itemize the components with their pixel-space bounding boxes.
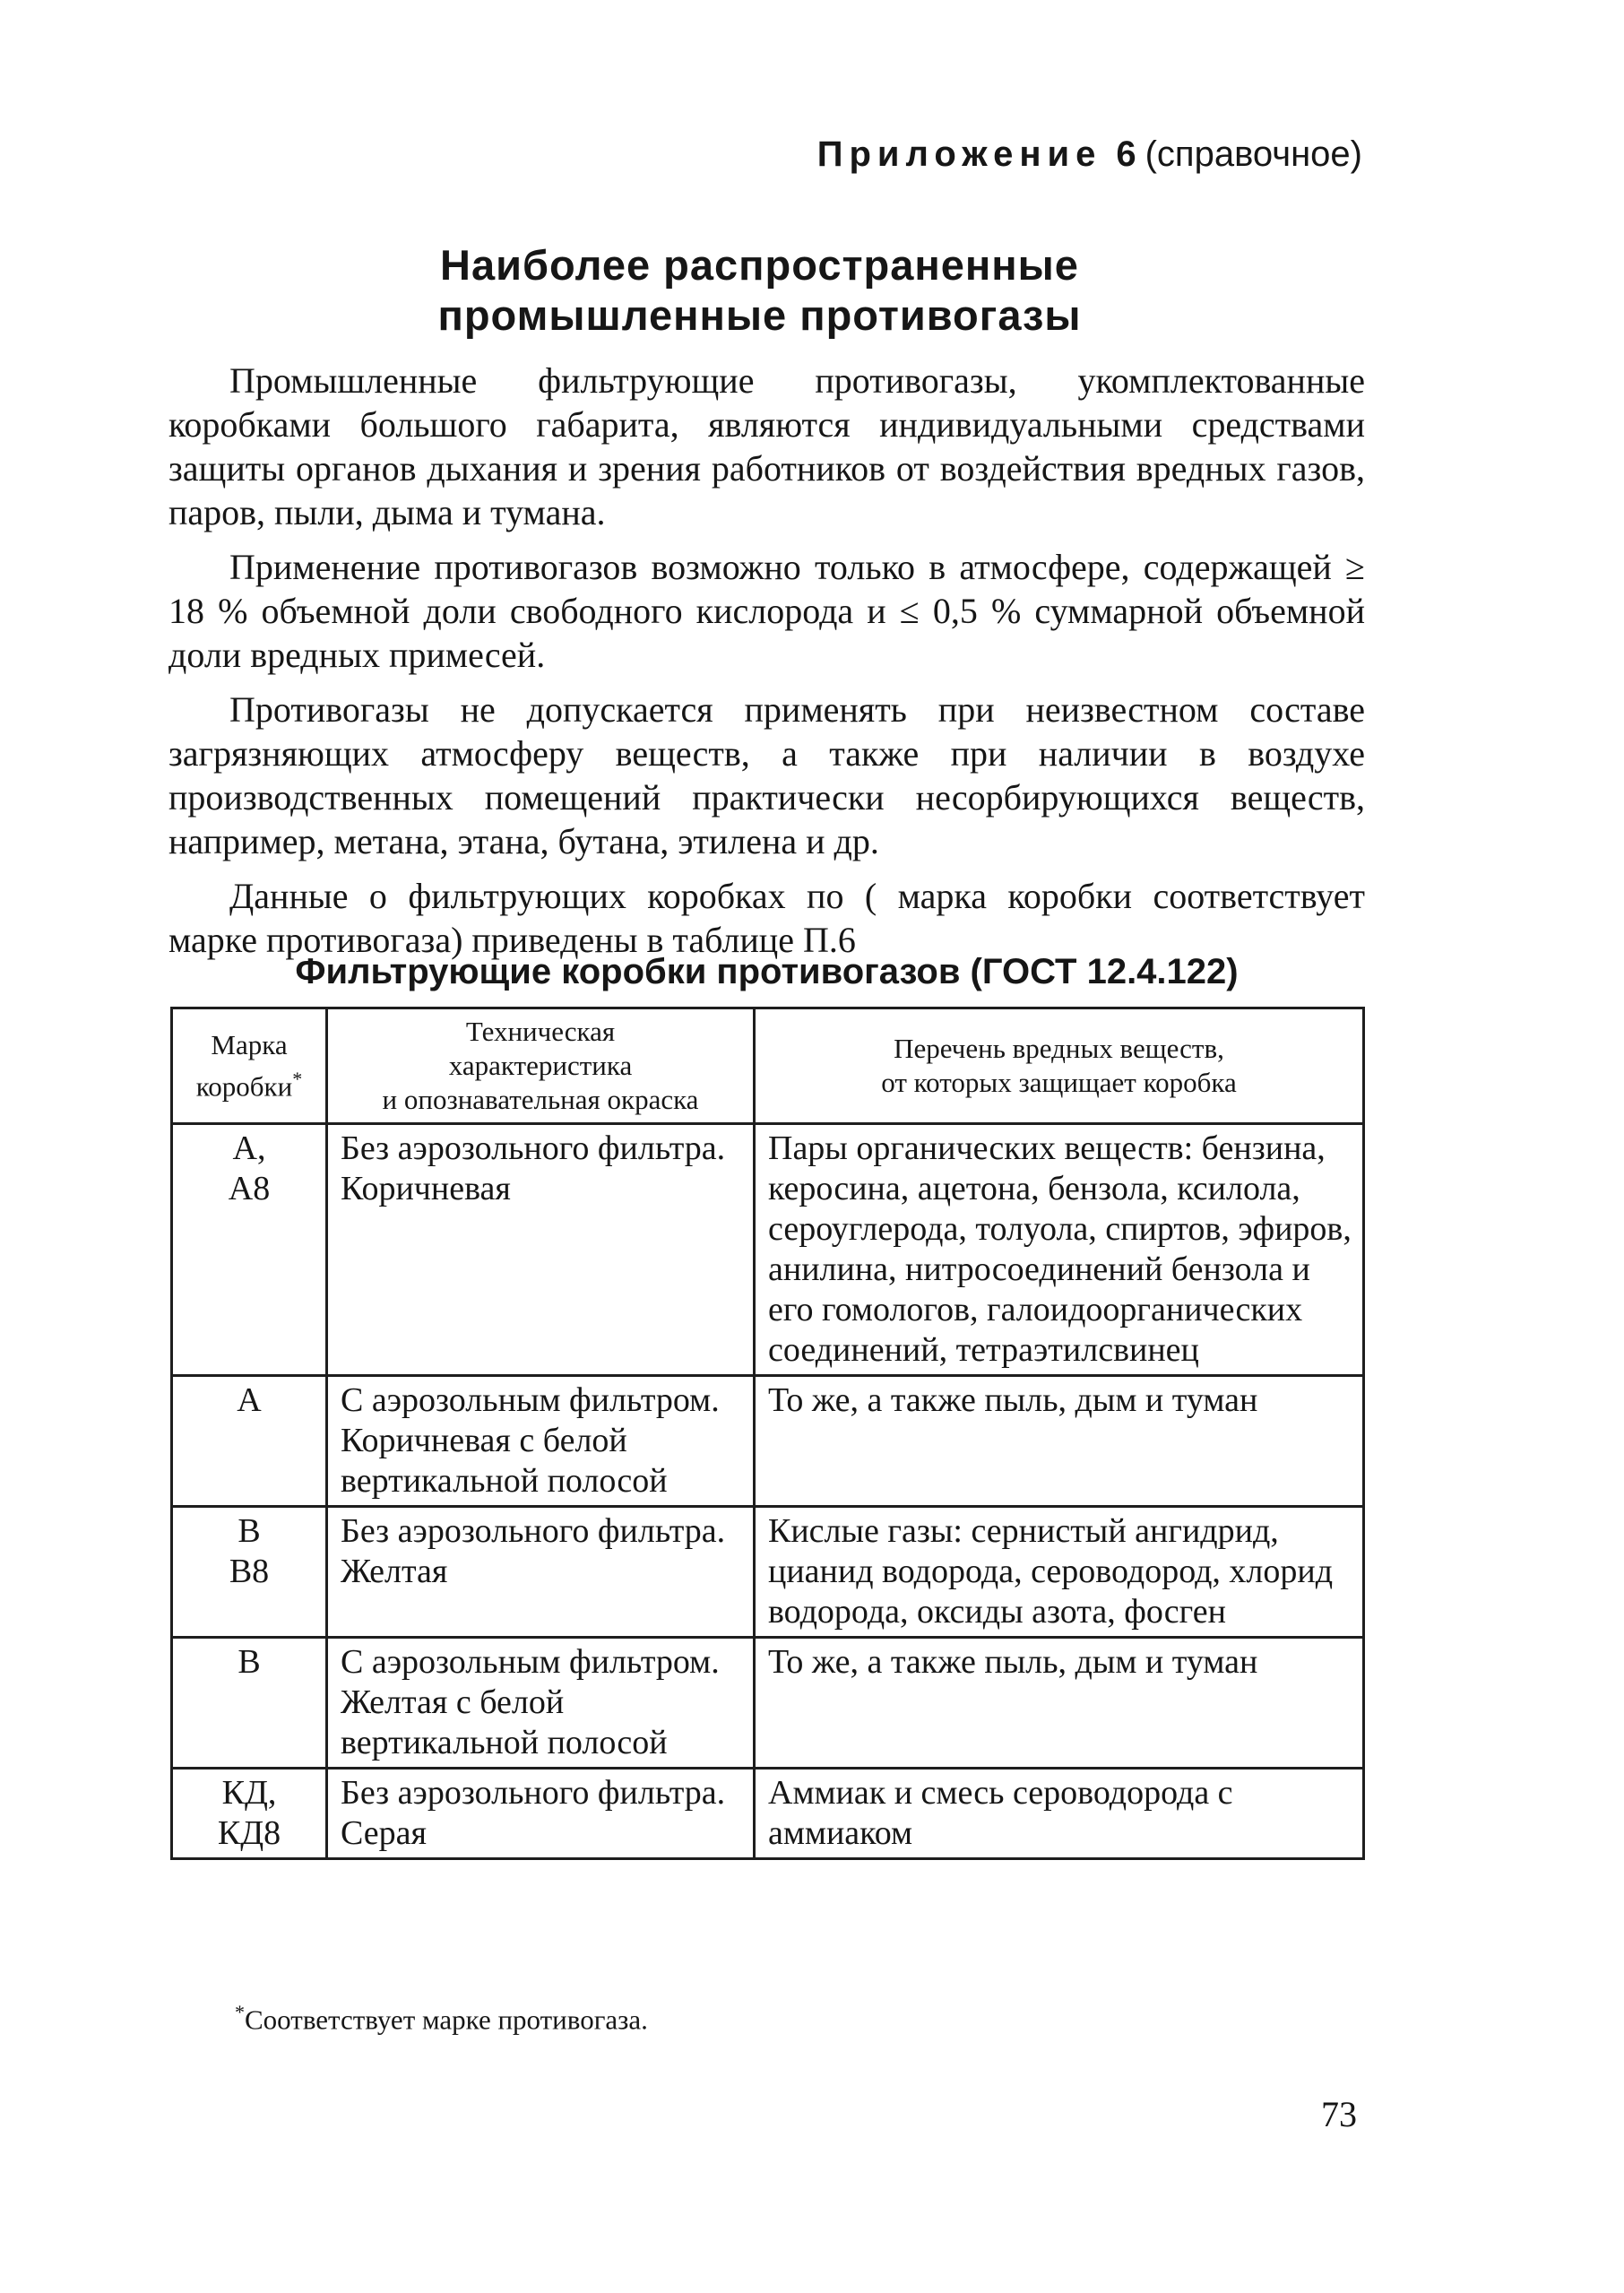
paragraph-restrictions: Противогазы не допускается применять при неизвестном составе загрязняющих атмосферу веществ, а также при наличии в воздухе производственных помещений практически несорбирующихся веществ, например, метана, этана, бутана, этилена и др.	[168, 689, 1365, 861]
substances-cell: Кислые газы: сернистый ангидрид, цианид водорода, сероводород, хлорид водорода, оксиды азота, фосген	[755, 1507, 1364, 1638]
header-substances: Перечень вредных веществ, от которых защищает коробка	[755, 1008, 1364, 1124]
footnote-text: Соответствует марке противогаза.	[245, 2003, 648, 2036]
table-row	[172, 1507, 1364, 1638]
footnote-marker: *	[235, 2001, 245, 2023]
table-row	[172, 1124, 1364, 1376]
appendix-number: 6	[1116, 134, 1136, 174]
appendix-type: (справочное)	[1145, 134, 1362, 174]
technical-cell: Без аэрозольного фильтра. Серая	[327, 1769, 755, 1859]
table-header-row	[172, 1008, 1364, 1124]
mark-cell: В	[172, 1638, 327, 1769]
mark-cell: А	[172, 1376, 327, 1507]
paragraph-table-reference: Данные о фильтрующих коробках по ( марка коробки соответствует марке противогаза) приведены в таблице П.6	[168, 876, 1365, 960]
technical-cell: С аэрозольным фильтром. Коричневая с белой вертикальной полосой	[327, 1376, 755, 1507]
technical-cell: Без аэрозольного фильтра. Желтая	[327, 1507, 755, 1638]
footnote-marker: *	[292, 1067, 303, 1090]
table-row	[172, 1769, 1364, 1859]
table-row	[172, 1376, 1364, 1507]
header-technical: Техническая характеристика и опознавательная окраска	[327, 1008, 755, 1124]
paragraph-conditions: Применение противогазов возможно только в атмосфере, содержащей ≥ 18 % объемной доли свободного кислорода и ≤ 0,5 % суммарной объемной доли вредных примесей.	[168, 547, 1365, 675]
substances-cell: То же, а также пыль, дым и туман	[755, 1376, 1364, 1507]
appendix-word: Приложение	[816, 134, 1102, 174]
paragraph-intro: Промышленные фильтрующие противогазы, укомплектованные коробками большого габарита, являются индивидуальными средствами защиты органов дыхания и зрения работников от воздействия вредных газов, паров, пыли, дыма и тумана.	[168, 360, 1365, 532]
table-row	[172, 1638, 1364, 1769]
page-title	[0, 240, 1519, 341]
technical-cell: Без аэрозольного фильтра. Коричневая	[327, 1124, 755, 1376]
substances-cell: Аммиак и смесь сероводорода с аммиаком	[755, 1769, 1364, 1859]
table-title: Фильтрующие коробки противогазов (ГОСТ 12.4.122)	[295, 952, 1239, 991]
page-title-line-1: Наиболее распространенные	[440, 241, 1079, 289]
appendix-header	[817, 134, 1362, 175]
mark-cell: А, А8	[172, 1124, 327, 1376]
mark-cell: В В8	[172, 1507, 327, 1638]
substances-cell: То же, а также пыль, дым и туман	[755, 1638, 1364, 1769]
header-mark: Марка коробки*	[172, 1008, 327, 1124]
footnote	[235, 2001, 648, 2036]
technical-cell: С аэрозольным фильтром. Желтая с белой вертикальной полосой	[327, 1638, 755, 1769]
page-title-line-2: промышленные противогазы	[437, 291, 1082, 339]
filter-boxes-table	[170, 1007, 1365, 1860]
page-number: 73	[1321, 2094, 1357, 2134]
substances-cell: Пары органических веществ: бензина, керосина, ацетона, бензола, ксилола, сероуглерода, толуола, спиртов, эфиров, анилина, нитросоединений бензола и его гомологов, галоидоорганических соединений, тетраэтилсвинец	[755, 1124, 1364, 1376]
body-text	[168, 359, 1365, 973]
mark-cell: КД, КД8	[172, 1769, 327, 1859]
